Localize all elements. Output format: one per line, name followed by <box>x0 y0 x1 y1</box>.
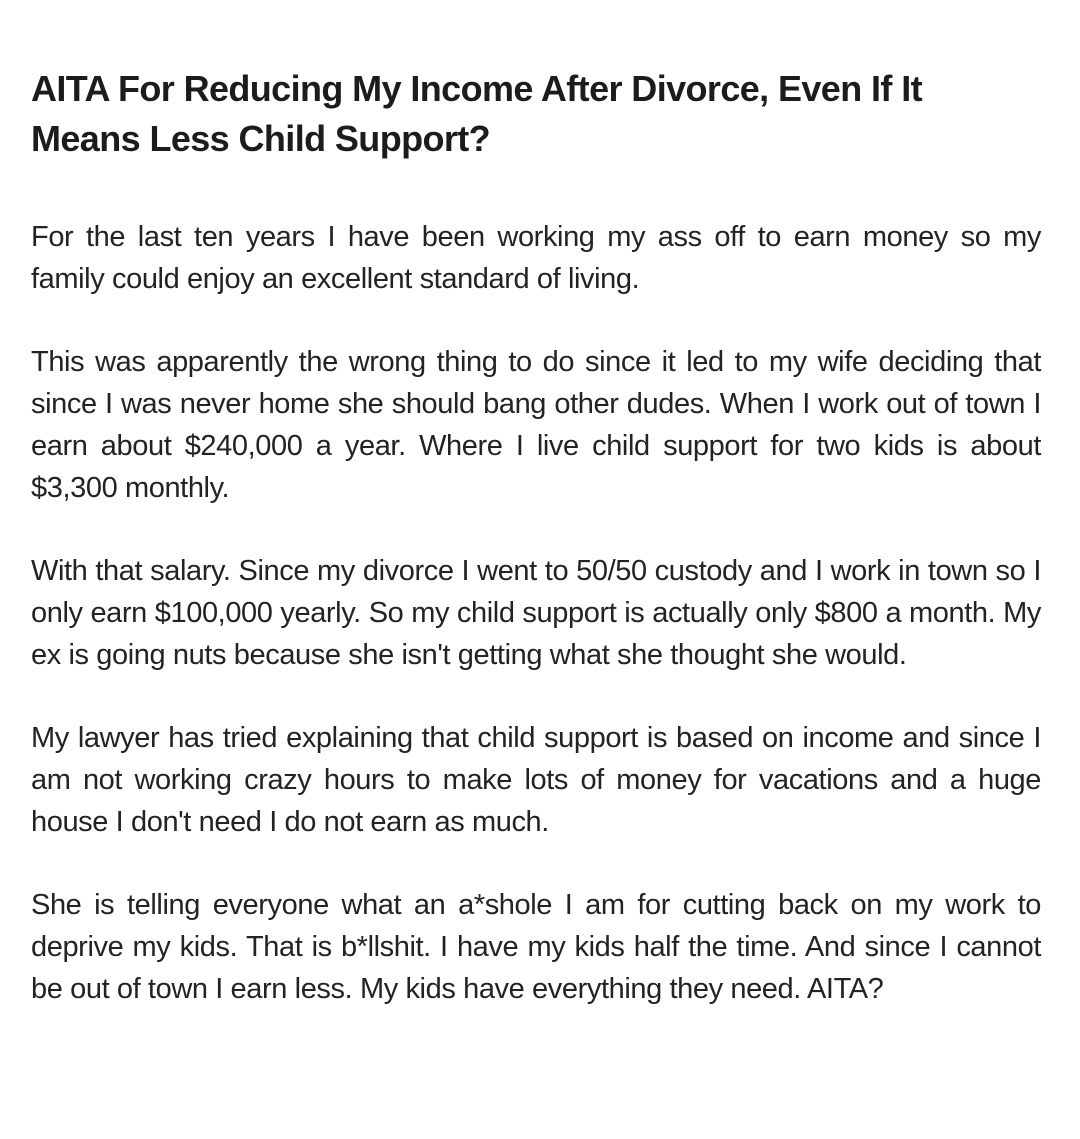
post-title: AITA For Reducing My Income After Divorce, Even If It Means Less Child Support? <box>31 68 922 159</box>
post-container <box>31 64 1041 1051</box>
post-paragraph-4: My lawyer has tried explaining that child support is based on income and since I am not working crazy hours to make lots of money for vacations and a huge house I don't need I do not earn as much. <box>31 722 1041 838</box>
post-paragraph-3: With that salary. Since my divorce I went to 50/50 custody and I work in town so I only earn $100,000 yearly. So my child support is actually only $800 a month. My ex is going nuts because she isn't getting what she thought she would. <box>31 555 1041 671</box>
post-body <box>31 216 1041 1010</box>
post-paragraph-2: This was apparently the wrong thing to do since it led to my wife deciding that since I was never home she should bang other dudes. When I work out of town I earn about $240,000 a year. Where I live child support for two kids is about $3,300 monthly. <box>31 346 1041 504</box>
post-paragraph-1: For the last ten years I have been working my ass off to earn money so my family could enjoy an excellent standard of living. <box>31 221 1041 295</box>
post-paragraph-5: She is telling everyone what an a*shole I am for cutting back on my work to deprive my kids. That is b*llshit. I have my kids half the time. And since I cannot be out of town I earn less. My kids have everything they need. AITA? <box>31 889 1041 1005</box>
